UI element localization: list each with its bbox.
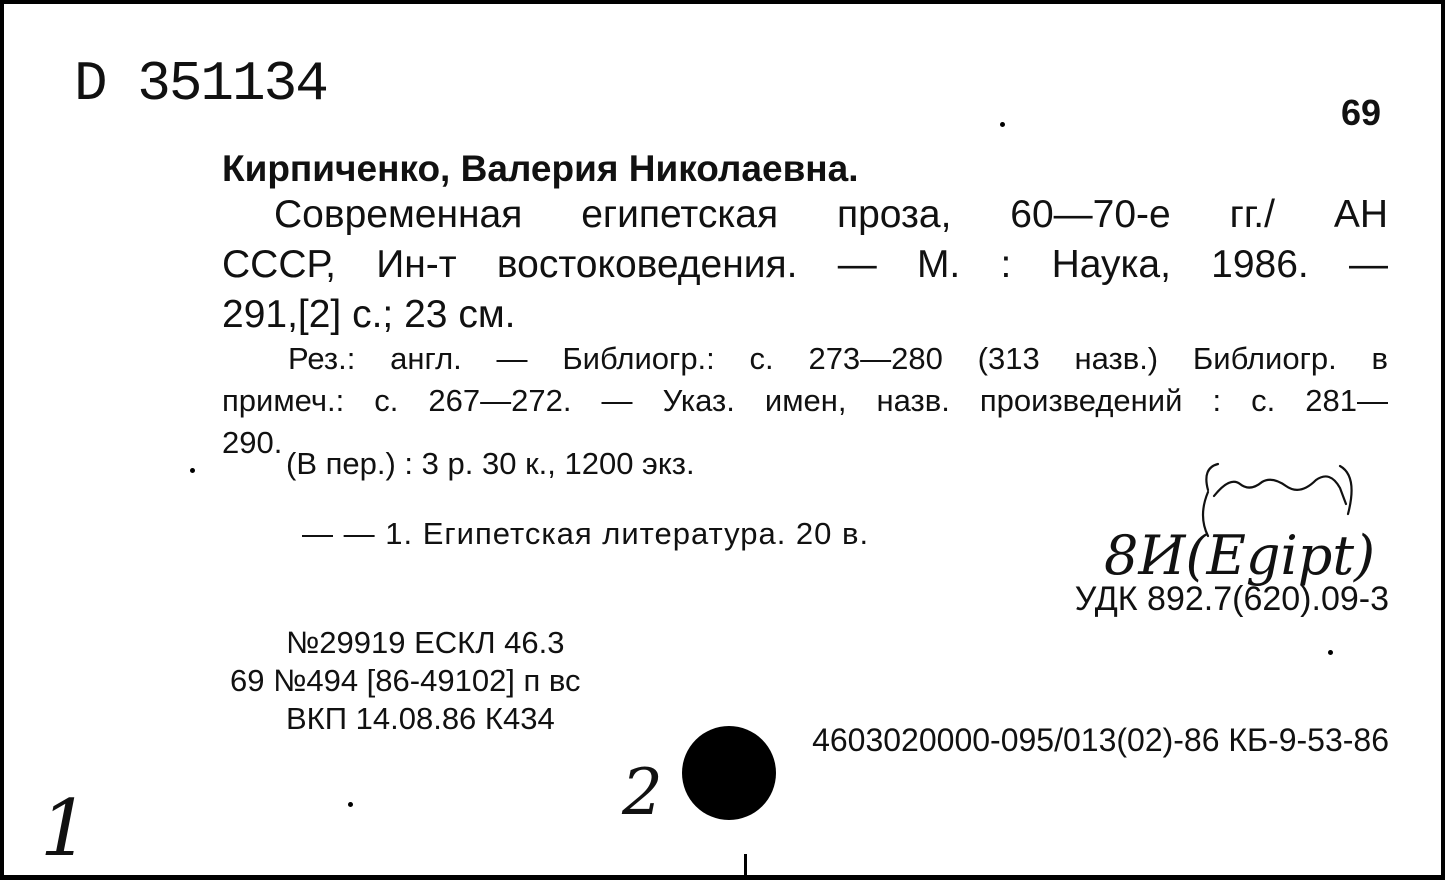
handwritten-mark-one: 1 [40,784,90,874]
card-number: D 351134 [74,52,327,116]
isbn-code: 4603020000-095/013(02)-86 КБ-9-53-86 [812,722,1389,758]
description-line: Современная египетская проза, 60—70-е гг./ АН [274,193,1388,236]
handwritten-classification [1090,456,1380,596]
author-heading: Кирпиченко, Валерия Николаевна. [222,148,859,189]
notes-line: Рез.: англ. — Библиогр.: с. 273—280 (313 назв.) Библиогр. в [288,341,1388,376]
notes-line: 290. [222,425,283,460]
inventory-line: №29919 ЕСКЛ 46.3 [286,625,565,660]
shelf-number: 69 [1340,92,1381,133]
bottom-tick-mark [744,854,747,880]
speck [348,802,353,807]
bibliographic-description [222,190,1388,340]
punch-hole [682,726,776,820]
notes-line: примеч.: с. 267—272. — Указ. имен, назв. произведений : с. 281— [222,383,1388,418]
subject-heading: — — 1. Египетская литература. 20 в. [302,516,870,551]
handwritten-class-text: 8И(Egipt) [1104,524,1376,587]
speck [1328,650,1333,655]
udk-code: УДК 892.7(620).09-3 [1074,580,1389,618]
inventory-line: 69 №494 [86-49102] п вс [230,663,581,698]
handwritten-mark-two: 2 [622,756,663,830]
inventory-block [230,624,581,738]
speck [190,468,195,473]
price-line: (В пер.) : 3 р. 30 к., 1200 экз. [286,446,695,481]
description-line: СССР, Ин-т востоковедения. — М. : Наука, 1986. — [222,243,1388,286]
speck [1000,122,1005,127]
inventory-line: ВКП 14.08.86 К434 [286,701,555,736]
description-line: 291,[2] с.; 23 см. [222,293,516,336]
